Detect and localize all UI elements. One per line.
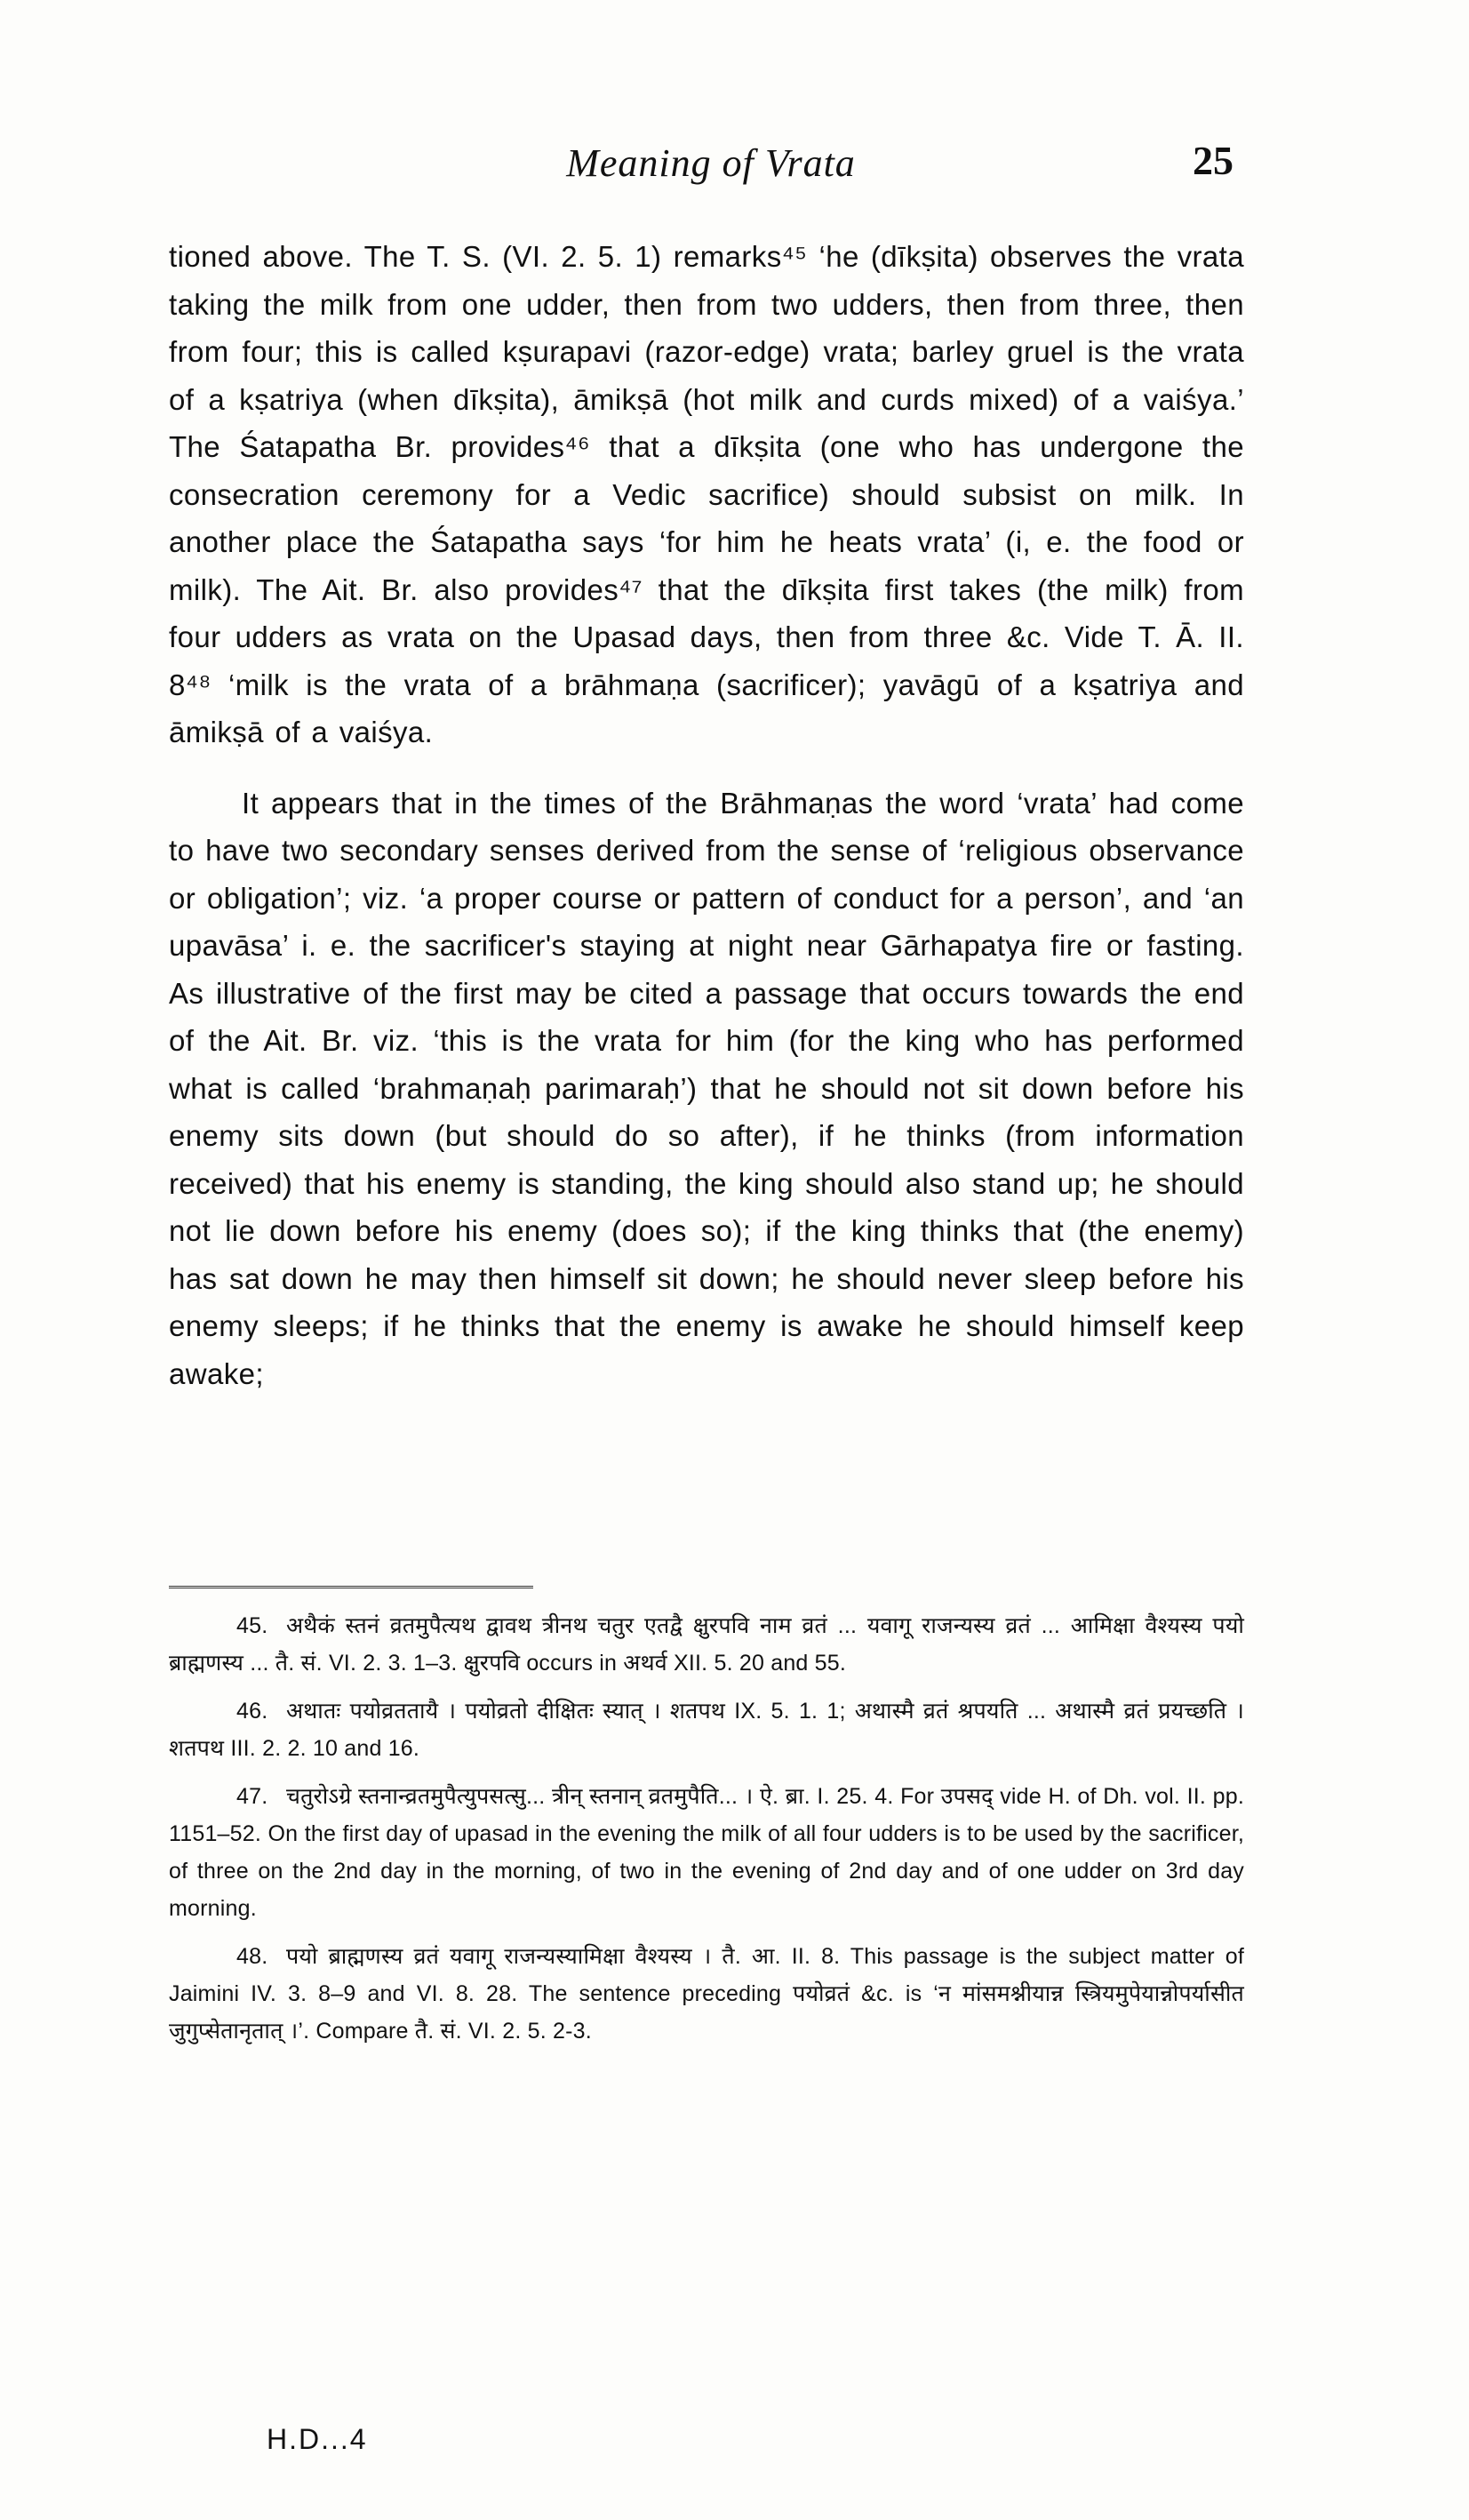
footnote-number: 45. <box>236 1613 268 1638</box>
footnote-48 <box>169 1938 1244 2050</box>
footnote-number: 48. <box>236 1944 268 1969</box>
page-header <box>169 140 1253 194</box>
paragraph-2: It appears that in the times of the Brāhmaṇas the word ‘vrata’ had come to have two secondary senses derived from the sense of ‘religious observance or obligation’; viz. ‘a proper course or pattern of conduct for a person’, and ‘an upavāsa’ i. e. the sacrificer's staying at night near Gārhapatya fire or fasting. As illustrative of the first may be cited a passage that occurs towards the end of the Ait. Br. viz. ‘this is the vrata for him (for the king who has performed what is called ‘brahmaṇaḥ parimaraḥ’) that he should not sit down before his enemy sits down (but should do so after), if he thinks (from information received) that his enemy is standing, the king should also stand up; he should not lie down before his enemy (does so); if the king thinks that (the enemy) has sat down he may then himself sit down; he should never sleep before his enemy sleeps; if he thinks that the enemy is awake he should himself keep awake; <box>169 786 1244 1390</box>
signature-mark: H.D...4 <box>267 2423 368 2455</box>
footnote-number: 46. <box>236 1699 268 1724</box>
page-number: 25 <box>1193 138 1233 183</box>
footnotes <box>169 1607 1244 2060</box>
running-title: Meaning of Vrata <box>566 141 856 185</box>
footnote-45 <box>169 1607 1244 1682</box>
footnote-number: 47. <box>236 1784 268 1809</box>
footnote-text: अथातः पयोव्रततायै । पयोव्रतो दीक्षितः स्यात् । शतपथ IX. 5. 1. 1; अथास्मै व्रतं श्रपयति ... अथास्मै व्रतं प्रयच्छति । शतपथ III. 2. 2. 10 and 16. <box>169 1699 1244 1761</box>
main-text <box>169 233 1244 1397</box>
footnote-text: चतुरोऽग्रे स्तनान्व्रतमुपैत्युपसत्सु... त्रीन् स्तनान् व्रतमुपैति... । ऐ. ब्रा. I. 25. 4. For उपसद् vide H. of Dh. vol. II. pp. 1151–52. On the first day of upasad in the evening the milk of all four udders is to be used by the sacrificer, of three on the 2nd day in the morning, of two in the evening of 2nd day and of one udder on 3rd day morning. <box>169 1784 1244 1921</box>
footnote-47 <box>169 1778 1244 1927</box>
footnote-divider <box>169 1586 533 1588</box>
paragraph-1: tioned above. The T. S. (VI. 2. 5. 1) remarks⁴⁵ ‘he (dīkṣita) observes the vrata taking the milk from one udder, then from two udders, then from three, then from four; this is called kṣurapavi (razor-edge) vrata; barley gruel is the vrata of a kṣatriya (when dīkṣita), āmikṣā (hot milk and curds mixed) of a vaiśya.’ The Śatapatha Br. provides⁴⁶ that a dīkṣita (one who has undergone the consecration ceremony for a Vedic sacrifice) should subsist on milk. In another place the Śatapatha says ‘for him he heats vrata’ (i, e. the food or milk). The Ait. Br. also provides⁴⁷ that the dīkṣita first takes (the milk) from four udders as vrata on the Upasad days, then from three &c. Vide T. Ā. II. 8⁴⁸ ‘milk is the vrata of a brāhmaṇa (sacrificer); yavāgū of a kṣatriya and āmikṣā of a vaiśya. <box>169 240 1244 748</box>
footnote-text: अथैकं स्तनं व्रतमुपैत्यथ द्वावथ त्रीनथ चतुर एतद्वै क्षुरपवि नाम व्रतं ... यवागू राजन्यस्य व्रतं ... आमिक्षा वैश्यस्य पयो ब्राह्मणस्य ... तै. सं. VI. 2. 3. 1–3. क्षुरपवि occurs in अथर्व XII. 5. 20 and 55. <box>169 1613 1244 1676</box>
footnote-text: पयो ब्राह्मणस्य व्रतं यवागू राजन्यस्यामिक्षा वैश्यस्य । तै. आ. II. 8. This passage is the subject matter of Jaimini IV. 3. 8–9 and VI. 8. 28. The sentence preceding पयोव्रतं &c. is ‘न मांसमश्नीयान्न स्त्रियमुपेयान्नोपर्यासीत जुगुप्सेतानृतात् ।’. Compare तै. सं. VI. 2. 5. 2-3. <box>169 1944 1244 2044</box>
footnote-46 <box>169 1692 1244 1767</box>
